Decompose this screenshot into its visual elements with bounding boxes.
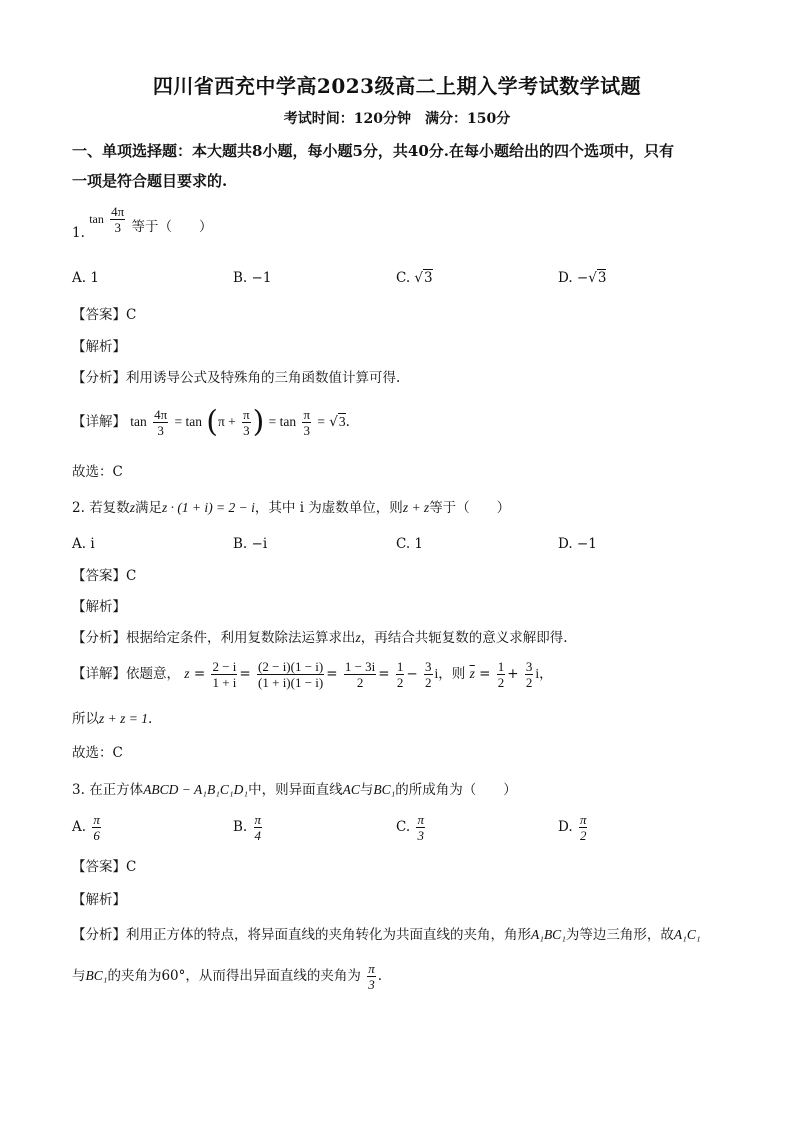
q3-answer: 【答案】C xyxy=(72,859,137,875)
q2-choice: 故选：C xyxy=(72,745,123,761)
q1-jiexi-label: 【解析】 xyxy=(72,339,126,355)
q1-option-c: C. √3 xyxy=(396,270,433,286)
q2-stem: 2. 若复数z满足z · (1 + i) = 2 − i，其中 i 为虚数单位，则z + z等于（ ） xyxy=(72,500,511,516)
q1-fraction: $\frac{4\pi}{3}$ xyxy=(111,204,125,235)
section-heading-line1: 一、单项选择题：本大题共8小题，每小题5分，共40分.在每小题给出的四个选项中，只有 xyxy=(72,142,674,160)
q3-analysis-line1: 【分析】利用正方体的特点，将异面直线的夹角转化为共面直线的夹角，角形A₁BC₁为等边三角形，故A₁C₁ xyxy=(72,927,701,943)
q2-detail: 【详解】依题意， z = $\frac{2 - i}{1 + i}$ = $\frac{(2 - i)(1 - i)}{(1 + i)(1 - i)}$ = $\frac{1 - 3i}{2}$ = $\frac{1}{2}$ − $\frac{3}{2}$ i，则 $\overline{z}$ = $\frac{1}{2}$ + $\frac{3}{2}$ i， xyxy=(72,659,553,690)
q1-option-d: D. −√3 xyxy=(558,270,607,286)
q2-therefore: 所以z + z = 1. xyxy=(72,711,153,727)
q3-option-d: D. $\frac{\pi}{2}$ xyxy=(558,812,587,843)
q1-detail: 【详解】 tan $\frac{4\pi}{3}$ = tan (π + $\frac{\pi}{3}$ ) = tan $\frac{\pi}{3}$ = √3. xyxy=(72,404,350,440)
q1-analysis: 【分析】利用诱导公式及特殊角的三角函数值计算可得. xyxy=(72,370,401,386)
q3-option-b: B. $\frac{\pi}{4}$ xyxy=(233,812,262,843)
q3-analysis-line2: 与BC₁的夹角为60°，从而得出异面直线的夹角为 $\frac{\pi}{3}$ . xyxy=(72,961,382,992)
q2-option-a: A. i xyxy=(72,536,95,552)
q1-option-b: B. −1 xyxy=(233,270,272,286)
q2-option-d: D. −1 xyxy=(558,536,597,552)
q1-answer: 【答案】C xyxy=(72,307,137,323)
q1-option-a: A. 1 xyxy=(72,270,99,286)
q3-jiexi-label: 【解析】 xyxy=(72,892,126,908)
section-heading-line2: 一项是符合题目要求的. xyxy=(72,172,228,190)
exam-subtitle: 考试时间：120分钟 满分：150分 xyxy=(283,111,511,127)
q2-jiexi-label: 【解析】 xyxy=(72,599,126,615)
q1-stem: 1. tan $\frac{4\pi}{3}$ 等于（ ） xyxy=(72,204,213,241)
q1-choice: 故选：C xyxy=(72,464,123,480)
q3-option-c: C. $\frac{\pi}{3}$ xyxy=(396,812,424,843)
q3-stem: 3. 在正方体ABCD − A₁B₁C₁D₁中，则异面直线AC与BC₁的所成角为（ ） xyxy=(72,782,517,798)
q2-analysis: 【分析】根据给定条件，利用复数除法运算求出z，再结合共轭复数的意义求解即得. xyxy=(72,630,568,646)
q2-option-c: C. 1 xyxy=(396,536,424,552)
exam-title: 四川省西充中学高2023级高二上期入学考试数学试题 xyxy=(152,74,642,98)
q3-option-a: A. $\frac{\pi}{6}$ xyxy=(72,812,100,843)
q2-answer: 【答案】C xyxy=(72,568,137,584)
q2-option-b: B. −i xyxy=(233,536,268,552)
